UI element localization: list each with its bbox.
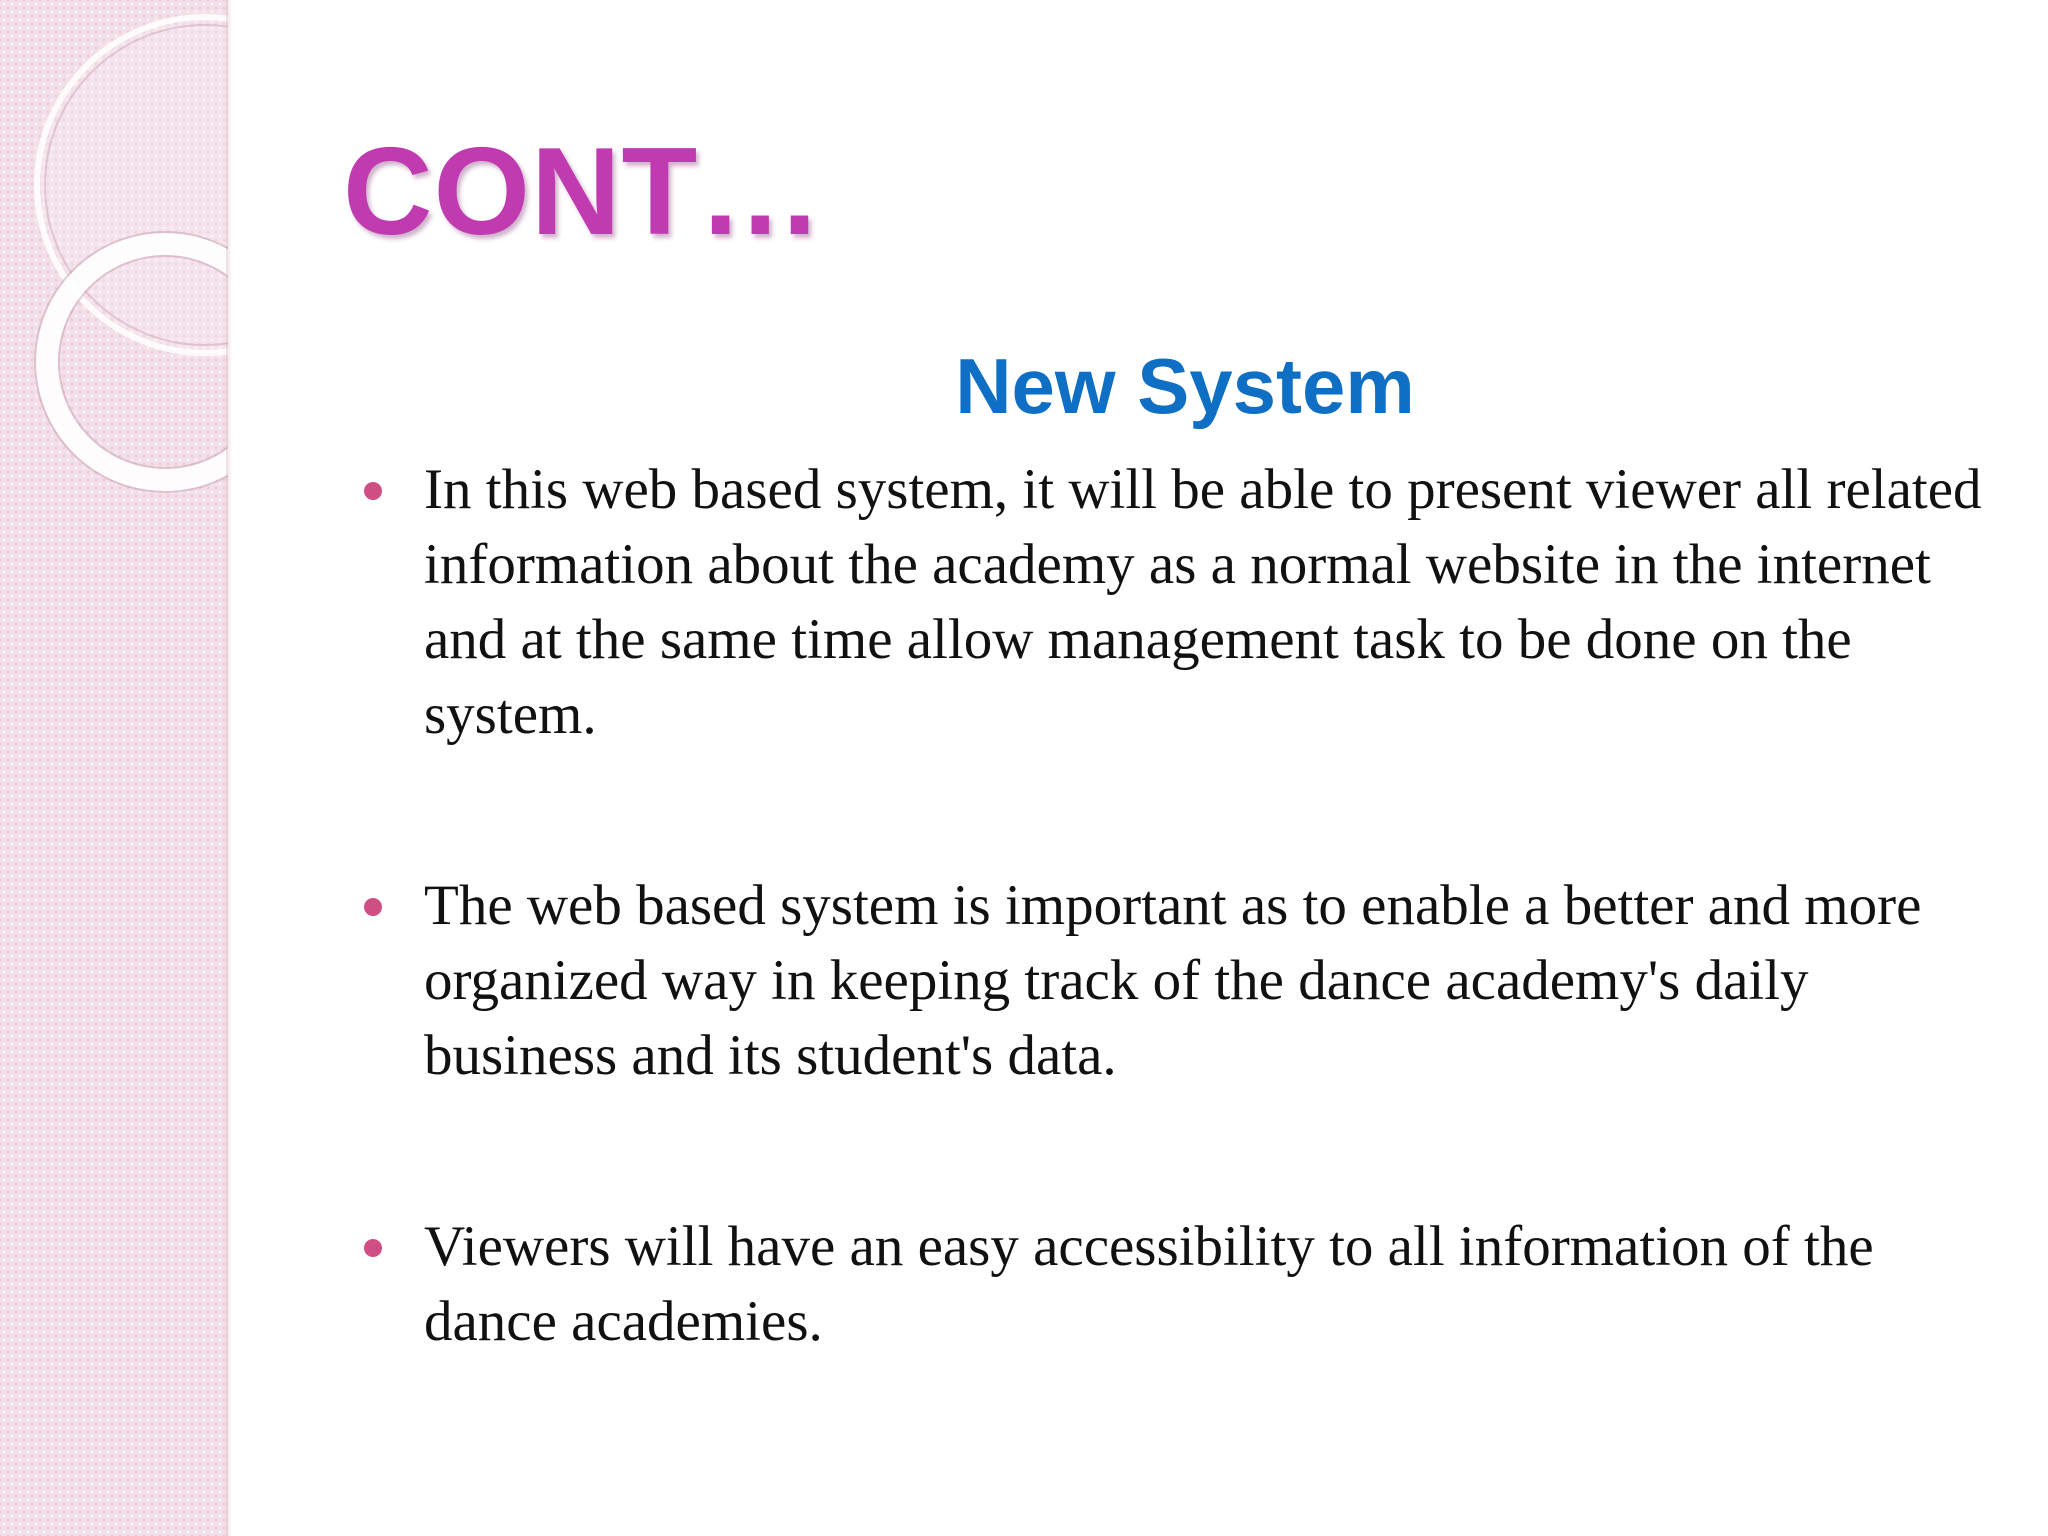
bullet-item	[364, 452, 2004, 752]
slide-subtitle: New System	[955, 342, 1415, 430]
bullet-item	[364, 868, 2004, 1093]
bullet-list	[364, 452, 2004, 1359]
bullet-item	[364, 1209, 2004, 1359]
bullet-text: Viewers will have an easy accessibility to all information of the dance academies.	[424, 1215, 1874, 1353]
slide-title: CONT…	[343, 123, 824, 261]
ring-decoration-icon	[0, 0, 228, 520]
bullet-dot-icon	[364, 898, 382, 916]
bullet-dot-icon	[364, 1239, 382, 1257]
bullet-dot-icon	[364, 482, 382, 500]
bullet-text: The web based system is important as to enable a better and more organized way in keeping track of the dance academy's daily business and its student's data.	[424, 874, 1922, 1087]
bullet-text: In this web based system, it will be able to present viewer all related information about the academy as a normal website in the internet and at the same time allow management task to be done on the system.	[424, 458, 1982, 746]
side-band-edge	[226, 0, 232, 1536]
side-pattern-band	[0, 0, 228, 1536]
